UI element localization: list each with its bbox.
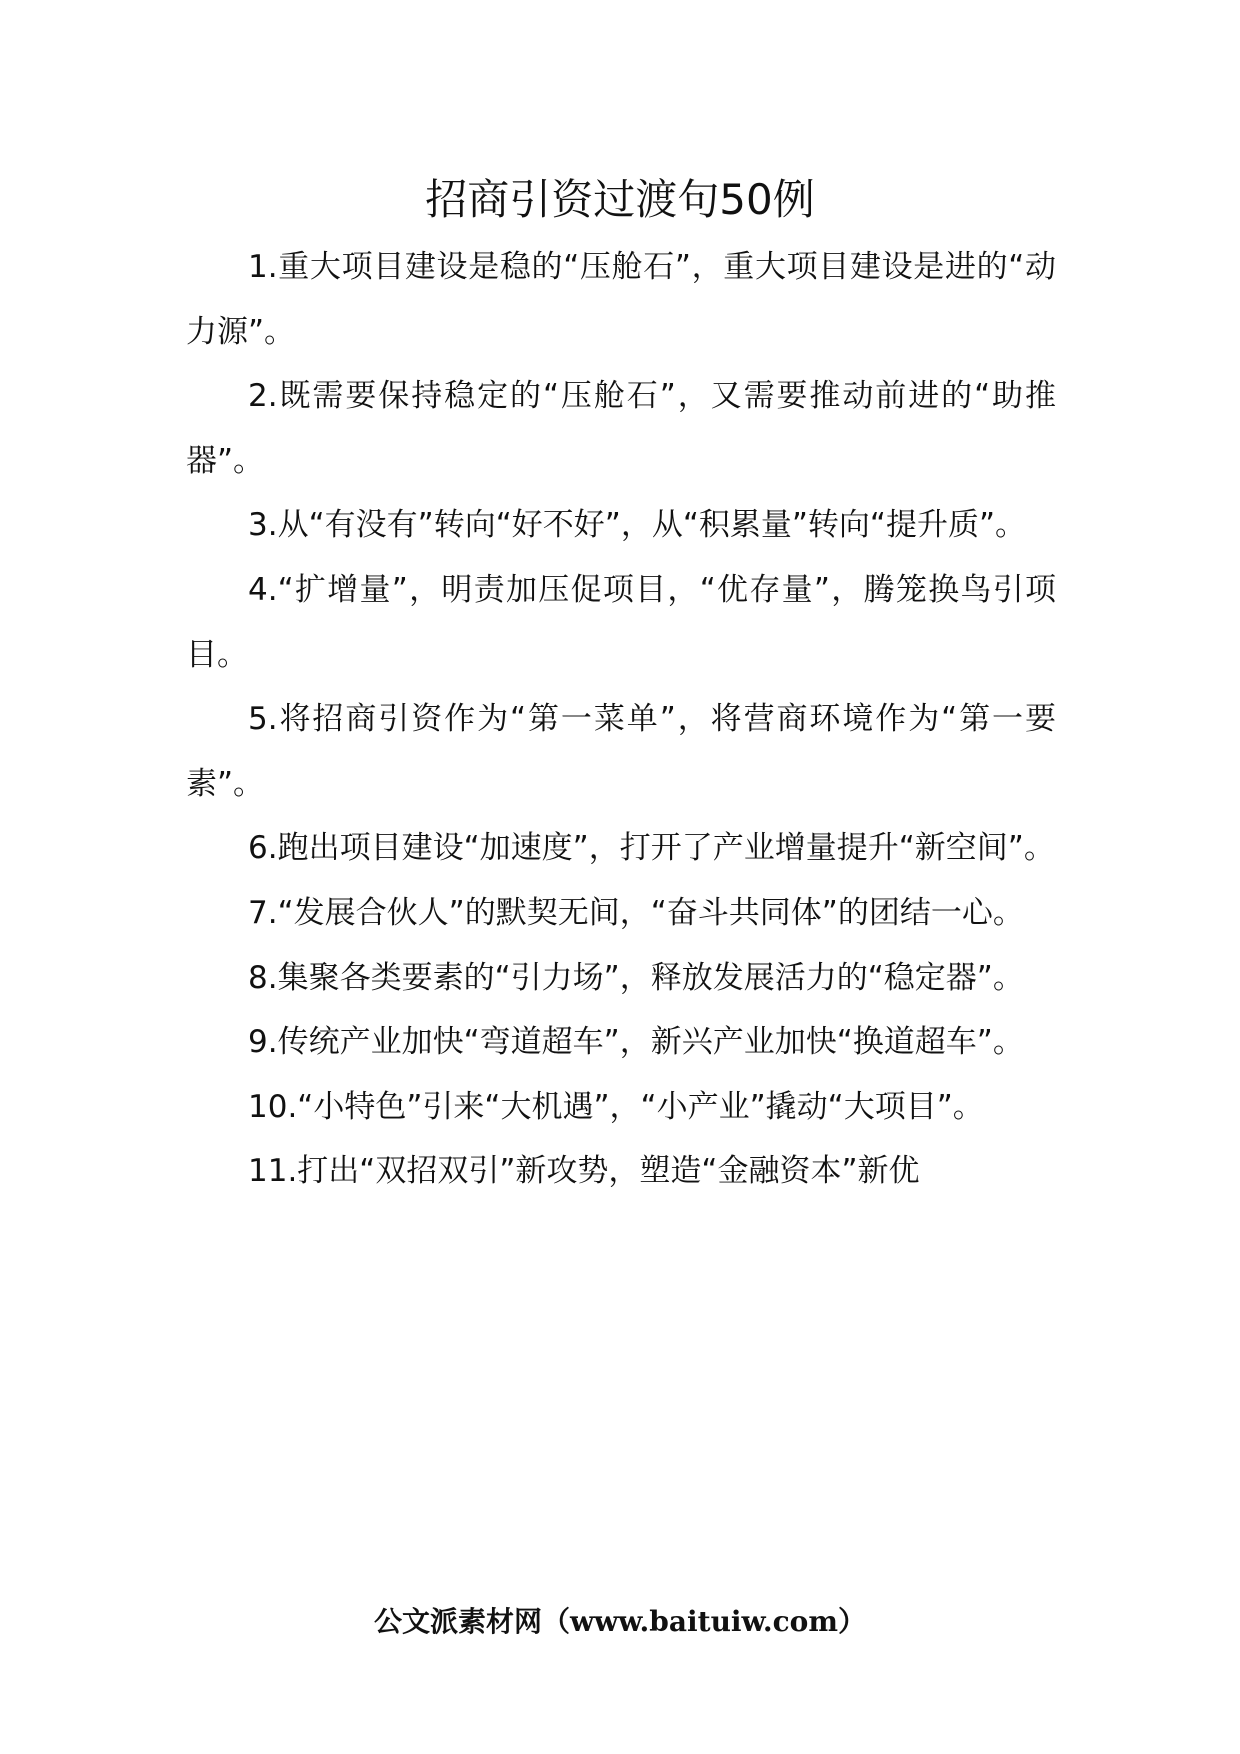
page-footer: 公文派素材网（www.baituiw.com） — [374, 1605, 866, 1638]
document-title: 招商引资过渡句50例 — [425, 175, 815, 224]
paragraph-4: 4.“扩增量”，明责加压促项目，“优存量”，腾笼换鸟引项目。 — [186, 571, 1056, 673]
paragraph-2: 2.既需要保持稳定的“压舱石”，又需要推动前进的“助推器”。 — [186, 378, 1056, 479]
paragraph-5: 5.将招商引资作为“第一菜单”，将营商环境作为“第一要素”。 — [186, 701, 1056, 802]
paragraph-3: 3.从“有没有”转向“好不好”，从“积累量”转向“提升质”。 — [248, 507, 1027, 544]
paragraph-6: 6.跑出项目建设“加速度”，打开了产业增量提升“新空间”。 — [248, 830, 1055, 867]
document-body — [186, 235, 1056, 1204]
paragraph-11: 11.打出“双招双引”新攻势，塑造“金融资本”新优 — [248, 1153, 920, 1190]
paragraph-7: 7.“发展合伙人”的默契无间，“奋斗共同体”的团结一心。 — [248, 894, 1024, 931]
paragraph-1: 1.重大项目建设是稳的“压舱石”，重大项目建设是进的“动力源”。 — [186, 249, 1056, 350]
paragraph-10: 10.“小特色”引来“大机遇”，“小产业”撬动“大项目”。 — [248, 1088, 984, 1125]
paragraph-8: 8.集聚各类要素的“引力场”，释放发展活力的“稳定器”。 — [248, 959, 1024, 996]
paragraph-9: 9.传统产业加快“弯道超车”，新兴产业加快“换道超车”。 — [248, 1024, 1024, 1061]
